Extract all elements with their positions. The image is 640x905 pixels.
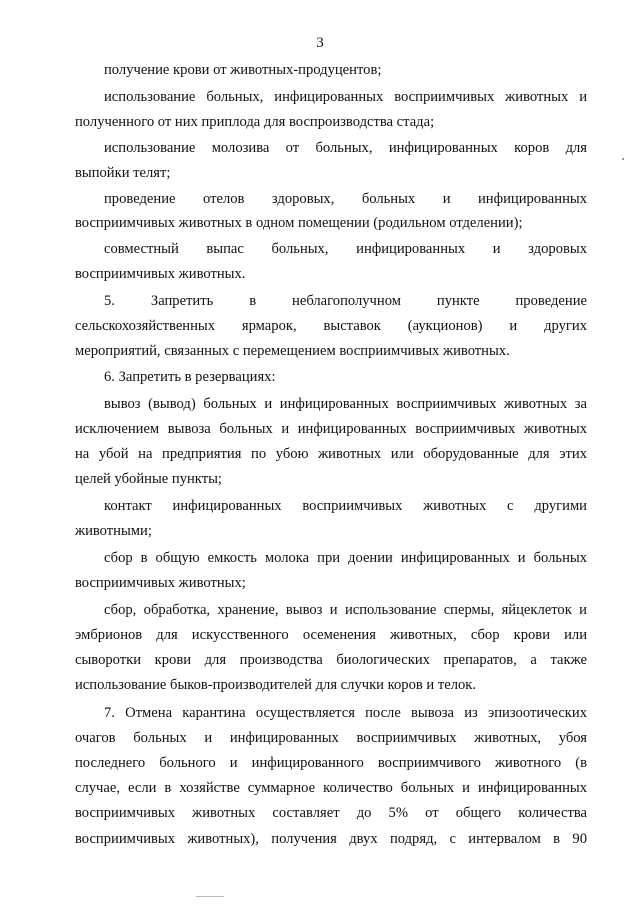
scan-speck bbox=[622, 158, 624, 160]
text-line: эмбрионов для искусственного осеменения животных, сбор крови или bbox=[75, 627, 587, 643]
text-line: использование быков-производителей для случки коров и телок. bbox=[75, 677, 477, 693]
text-line: вывоз (вывод) больных и инфицированных восприимчивых животных за bbox=[104, 396, 587, 412]
text-line: целей убойные пункты; bbox=[75, 471, 222, 487]
text-line: получение крови от животных-продуцентов; bbox=[104, 62, 382, 78]
text-line: использование молозива от больных, инфицированных коров для bbox=[104, 140, 587, 156]
text-line: мероприятий, связанных с перемещением восприимчивых животных. bbox=[75, 343, 510, 359]
text-line: сбор в общую емкость молока при доении инфицированных и больных bbox=[104, 550, 587, 566]
text-line: сыворотки крови для производства биологических препаратов, а также bbox=[75, 652, 587, 668]
text-line: восприимчивых животных. bbox=[75, 266, 246, 282]
text-line: выпойки телят; bbox=[75, 165, 171, 181]
text-line: полученного от них приплода для воспроизводства стада; bbox=[75, 114, 435, 130]
scan-artifact-bottom bbox=[196, 896, 224, 897]
text-line: восприимчивых животных составляет до 5% от общего количества bbox=[75, 805, 587, 821]
text-line: очагов больных и инфицированных восприимчивых животных, убоя bbox=[75, 730, 587, 746]
page-number: 3 bbox=[316, 35, 324, 51]
text-line: последнего больного и инфицированного восприимчивого животного (в bbox=[75, 755, 587, 771]
text-line: на убой на предприятия по убою животных или оборудованные для этих bbox=[75, 446, 587, 462]
text-line: сельскохозяйственных ярмарок, выставок (аукционов) и других bbox=[75, 318, 587, 334]
text-line: восприимчивых животных в одном помещении (родильном отделении); bbox=[75, 215, 523, 231]
text-line: восприимчивых животных; bbox=[75, 575, 246, 591]
text-line: проведение отелов здоровых, больных и инфицированных bbox=[104, 191, 587, 207]
text-line: использование больных, инфицированных восприимчивых животных и bbox=[104, 89, 587, 105]
text-line: 5. Запретить в неблагополучном пункте проведение bbox=[104, 293, 587, 309]
text-line: сбор, обработка, хранение, вывоз и использование спермы, яйцеклеток и bbox=[104, 602, 587, 618]
text-line: 7. Отмена карантина осуществляется после вывоза из эпизоотических bbox=[104, 705, 587, 721]
text-line: восприимчивых животных), получения двух подряд, с интервалом в 90 bbox=[75, 831, 587, 847]
text-line: случае, если в хозяйстве суммарное количество больных и инфицированных bbox=[75, 780, 587, 796]
text-line: совместный выпас больных, инфицированных и здоровых bbox=[104, 241, 587, 257]
text-line: 6. Запретить в резервациях: bbox=[104, 369, 276, 385]
text-line: животными; bbox=[75, 523, 152, 539]
text-line: контакт инфицированных восприимчивых животных с другими bbox=[104, 498, 587, 514]
text-line: исключением вывоза больных и инфицированных восприимчивых животных bbox=[75, 421, 587, 437]
